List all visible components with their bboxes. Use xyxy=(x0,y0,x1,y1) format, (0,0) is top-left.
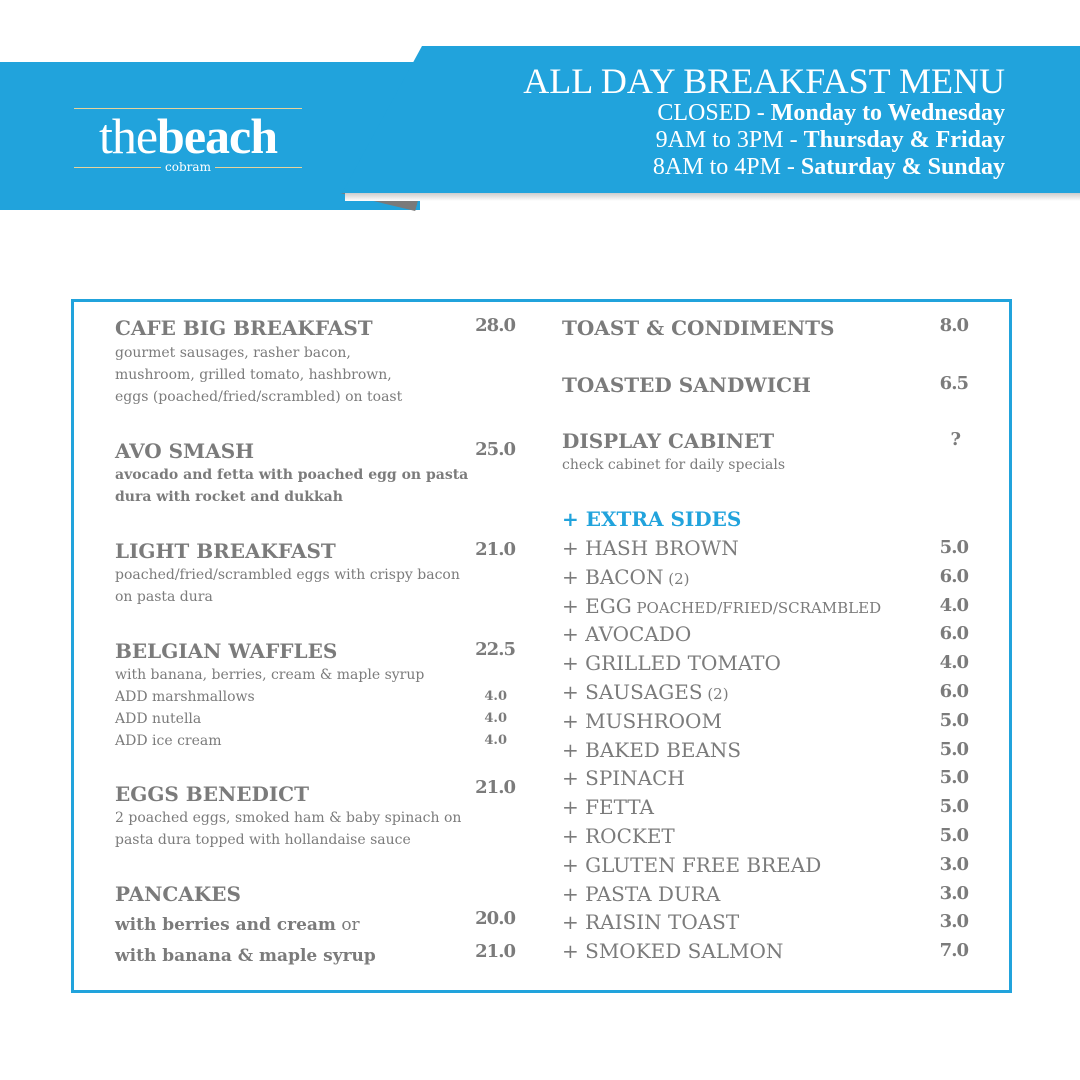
banner-shadow xyxy=(345,193,1080,201)
side-price: 3.0 xyxy=(939,882,968,904)
item-price: 21.0 xyxy=(475,941,515,962)
item-price: 21.0 xyxy=(475,539,515,560)
hours-line: 9AM to 3PM - Thursday & Friday xyxy=(655,127,1005,153)
item-desc: gourmet sausages, rasher bacon, mushroom, grilled tomato, hashbrown, eggs (poached/fried/scrambled) on toast xyxy=(115,345,403,405)
side-item: + HASH BROWN xyxy=(562,536,739,560)
side-price: 4.0 xyxy=(939,652,968,674)
item-name: EGGS BENEDICT xyxy=(115,782,309,806)
side-price: 5.0 xyxy=(939,825,968,846)
item-name: TOASTED SANDWICH xyxy=(562,373,811,397)
item-name: TOAST & CONDIMENTS xyxy=(562,316,835,340)
item-name: CAFE BIG BREAKFAST xyxy=(115,316,373,340)
item-price: 21.0 xyxy=(475,777,515,798)
side-price: 7.0 xyxy=(939,940,968,962)
extra-sides-title: + EXTRA SIDES xyxy=(562,507,742,531)
item-price: 22.5 xyxy=(475,639,515,660)
item-price: 20.0 xyxy=(475,908,515,929)
item-name: PANCAKES xyxy=(115,882,241,906)
item-name: BELGIAN WAFFLES xyxy=(115,639,338,663)
item-desc: poached/fried/scrambled eggs with crispy bacon on pasta dura xyxy=(115,567,460,605)
side-item: + SMOKED SALMON xyxy=(562,939,784,964)
item-desc: 2 poached eggs, smoked ham & baby spinach on pasta dura topped with hollandaise sauce xyxy=(115,810,462,848)
hours-line: 8AM to 4PM - Saturday & Sunday xyxy=(652,154,1005,180)
item-name: DISPLAY CABINET xyxy=(562,429,775,453)
side-price: 5.0 xyxy=(939,738,968,760)
side-price: 3.0 xyxy=(939,911,968,933)
side-item: + MUSHROOM xyxy=(562,708,722,733)
logo-sub: cobram xyxy=(165,160,211,174)
side-price: 6.0 xyxy=(939,565,968,587)
side-price: 5.0 xyxy=(939,709,968,731)
hours-line: CLOSED - Monday to Wednesday xyxy=(657,100,1005,126)
item-price: 25.0 xyxy=(475,439,515,460)
side-price: 5.0 xyxy=(939,796,968,818)
item-name: LIGHT BREAKFAST xyxy=(115,539,336,563)
pancake-option: with banana & maple syrup xyxy=(115,946,376,966)
side-item: + SAUSAGES (2) xyxy=(562,680,729,704)
side-item: + GLUTEN FREE BREAD xyxy=(562,852,822,877)
side-item: + SPINACH xyxy=(562,766,685,791)
item-price: 6.5 xyxy=(939,373,968,394)
item-price: ? xyxy=(950,429,960,450)
side-item: + PASTA DURA xyxy=(562,881,721,906)
item-name: AVO SMASH xyxy=(115,439,255,463)
header-text xyxy=(523,62,1005,181)
side-item: + AVOCADO xyxy=(562,622,692,647)
logo-the: the xyxy=(98,108,158,164)
side-price: 5.0 xyxy=(939,767,968,789)
pancake-option: with berries and cream or xyxy=(115,915,360,935)
side-item: + FETTA xyxy=(562,795,654,820)
side-item: + EGG POACHED/FRIED/SCRAMBLED xyxy=(562,593,882,618)
side-price: 5.0 xyxy=(939,537,968,558)
item-price: 28.0 xyxy=(475,315,515,336)
addon-prices: 4.0 4.0 4.0 xyxy=(484,689,507,748)
side-price: 6.0 xyxy=(939,623,968,645)
side-item: + BACON (2) xyxy=(562,564,690,589)
menu-title: ALL DAY BREAKFAST MENU xyxy=(523,61,1005,101)
logo-beach: beach xyxy=(157,108,278,164)
side-price: 3.0 xyxy=(939,853,968,875)
item-desc: with banana, berries, cream & maple syrup ADD marshmallows ADD nutella ADD ice cream xyxy=(115,667,425,749)
item-price: 8.0 xyxy=(939,315,968,336)
logo xyxy=(74,108,302,173)
side-item: + RAISIN TOAST xyxy=(562,910,740,935)
item-desc: check cabinet for daily specials xyxy=(562,457,786,473)
side-item: + GRILLED TOMATO xyxy=(562,651,781,676)
side-item: + ROCKET xyxy=(562,824,675,848)
side-price: 4.0 xyxy=(939,594,968,616)
side-item: + BAKED BEANS xyxy=(562,737,742,762)
side-price: 6.0 xyxy=(939,681,968,702)
item-desc: avocado and fetta with poached egg on pasta dura with rocket and dukkah xyxy=(115,467,469,505)
